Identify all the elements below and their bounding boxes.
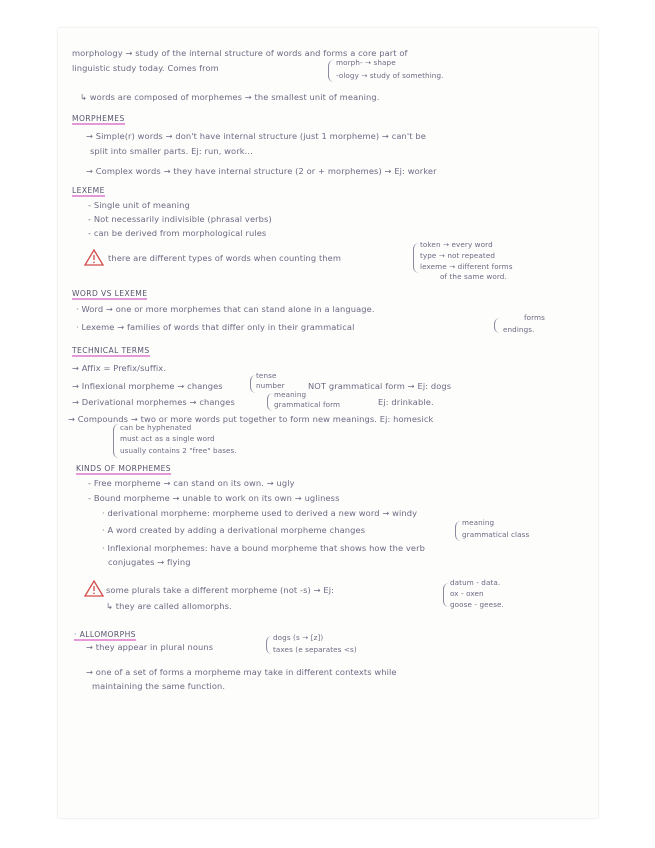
line: · derivational morpheme: morpheme used to derived a new word → windy	[102, 508, 418, 518]
line-intro-3: ↳ words are composed of morphemes → the smallest unit of meaning.	[80, 92, 380, 102]
line: Ej: drinkable.	[378, 397, 434, 407]
brace-item: of the same word.	[440, 272, 507, 281]
brace-item: goose - geese.	[450, 600, 504, 609]
brace-item: endings.	[503, 325, 535, 334]
warning-triangle-icon	[84, 580, 104, 601]
line: → Simple(r) words → don't have internal structure (just 1 morpheme) → can't be	[86, 131, 426, 141]
brace-item: taxes (e separates <s)	[273, 645, 357, 654]
brace-item: ox - oxen	[450, 589, 484, 598]
line: maintaining the same function.	[92, 681, 226, 691]
brace-item: grammatical form	[274, 400, 341, 409]
brace-item: tense	[256, 371, 277, 380]
section-heading: TECHNICAL TERMS	[72, 346, 150, 355]
brace-item: can be hyphenated	[120, 423, 192, 432]
line: · Lexeme → families of words that differ only in their grammatical	[76, 322, 355, 332]
brace-item: datum - data.	[450, 578, 501, 587]
line: · Word → one or more morphemes that can stand alone in a language.	[76, 304, 375, 314]
section-heading: KINDS OF MORPHEMES	[76, 464, 172, 473]
brace	[113, 424, 120, 458]
section-heading: MORPHEMES	[72, 114, 125, 123]
brace-item: lexeme → different forms	[420, 262, 513, 271]
brace	[455, 521, 462, 541]
section-heading: WORD VS LEXEME	[72, 289, 148, 298]
line-warning: some plurals take a different morpheme (not -s) → Ej:	[106, 585, 335, 595]
section-heading: · ALLOMORPHS	[74, 630, 136, 639]
line-intro-1: morphology → study of the internal structure of words and forms a core part of	[72, 48, 408, 58]
brace-item: meaning	[274, 390, 307, 399]
brace-item: grammatical class	[462, 530, 530, 539]
brace	[266, 636, 273, 654]
line: → Derivational morphemes → changes	[72, 397, 235, 407]
line: → one of a set of forms a morpheme may take in different contexts while	[86, 667, 397, 677]
line: - Free morpheme → can stand on its own. → ugly	[88, 478, 295, 488]
brace-item: token → every word	[420, 240, 493, 249]
line: conjugates → flying	[108, 557, 191, 567]
brace	[413, 243, 420, 273]
warning-triangle-icon	[84, 249, 104, 270]
section-heading: LEXEME	[72, 186, 105, 195]
brace-item: must act as a single word	[120, 434, 215, 443]
line-intro-2: linguistic study today. Comes from	[72, 63, 219, 73]
line: → they appear in plural nouns	[86, 642, 214, 652]
line: → Inflexional morpheme → changes	[72, 381, 223, 391]
line: NOT grammatical form → Ej: dogs	[308, 381, 452, 391]
brace-item: meaning	[462, 518, 495, 527]
brace-item: -ology → study of something.	[336, 71, 444, 80]
brace-item: number	[256, 381, 285, 390]
line: · A word created by adding a derivational morpheme changes	[102, 525, 366, 535]
line: split into smaller parts. Ej: run, work...	[90, 146, 253, 156]
line: - Not necessarily indivisible (phrasal verbs)	[88, 214, 272, 224]
line: - can be derived from morphological rules	[88, 228, 267, 238]
brace	[443, 583, 450, 607]
brace-item: forms	[524, 313, 546, 322]
line: → Complex words → they have internal structure (2 or + morphemes) → Ej: worker	[86, 166, 437, 176]
brace-item: dogs (s → [z])	[273, 633, 324, 642]
line: · Inflexional morphemes: have a bound morpheme that shows how the verb	[102, 543, 425, 553]
brace	[494, 318, 501, 333]
line: → Affix = Prefix/suffix.	[72, 363, 167, 373]
brace-item: type → not repeated	[420, 251, 496, 260]
brace	[267, 393, 274, 411]
line: ↳ they are called allomorphs.	[106, 601, 232, 611]
brace-item: morph- → shape	[336, 58, 396, 67]
line-warning: there are different types of words when counting them	[108, 253, 342, 263]
line: → Compounds → two or more words put together to form new meanings. Ej: homesick	[68, 414, 434, 424]
line: - Bound morpheme → unable to work on its own → ugliness	[88, 493, 340, 503]
brace	[328, 60, 335, 82]
line: - Single unit of meaning	[88, 200, 190, 210]
brace-item: usually contains 2 "free" bases.	[120, 446, 237, 455]
